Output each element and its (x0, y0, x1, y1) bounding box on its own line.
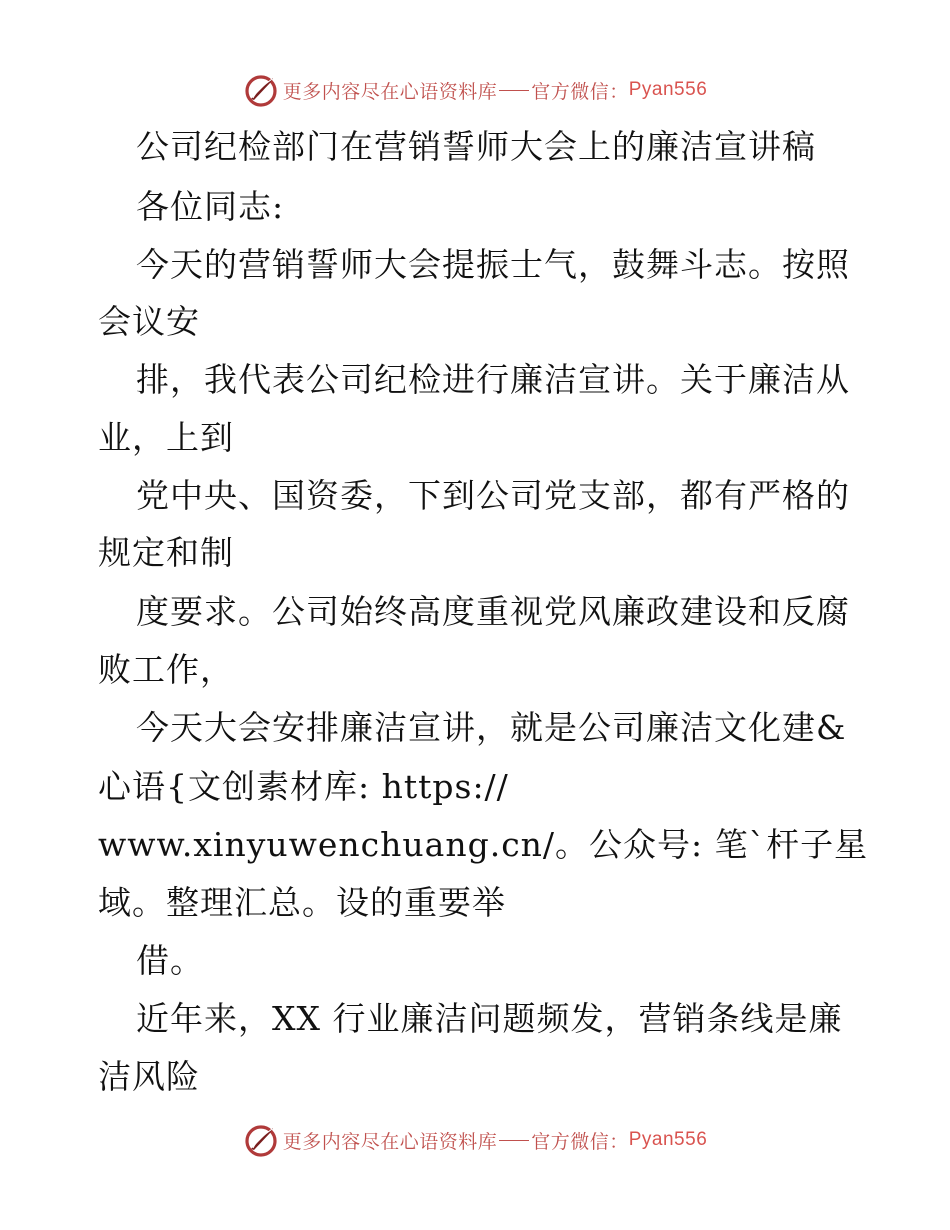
text-line: 今天大会安排廉洁宣讲，就是公司廉洁文化建& (136, 708, 847, 747)
banner-wechat-label: 官方微信： (531, 1130, 629, 1153)
text-line: 心语{文创素材库: https:// (98, 767, 509, 806)
text-line: 败工作， (98, 650, 234, 689)
banner-wechat-id: Pyan556 (628, 79, 708, 100)
header-banner (243, 72, 708, 108)
page-footer (0, 1120, 950, 1160)
text-line: 度要求。公司始终高度重视党风廉政建设和反腐 (136, 592, 850, 631)
quill-pen-logo-icon (243, 1122, 279, 1158)
text-line: 近年来，XX 行业廉洁问题频发，营销条线是廉 (136, 999, 843, 1038)
text-line: www.xinyuwenchuang.cn/。公众号: 笔`杆子星 (98, 825, 869, 864)
text-line: 会议安 (98, 302, 200, 341)
footer-banner (243, 1122, 708, 1158)
banner-separator (499, 90, 529, 91)
document-title: 公司纪检部门在营销誓师大会上的廉洁宣讲稿 (136, 127, 816, 166)
text-line: 排，我代表公司纪检进行廉洁宣讲。关于廉洁从 (136, 360, 850, 399)
text-line: 借。 (136, 941, 204, 980)
text-line: 洁风险 (98, 1057, 200, 1096)
text-line: 今天的营销誓师大会提振士气，鼓舞斗志。按照 (136, 245, 850, 284)
banner-text: 更多内容尽在心语资料库 (282, 1130, 498, 1153)
banner-wechat-id: Pyan556 (628, 1129, 708, 1150)
text-line: 规定和制 (98, 533, 234, 572)
text-line: 党中央、国资委，下到公司党支部，都有严格的 (136, 476, 850, 515)
text-line: 域。整理汇总。设的重要举 (98, 883, 506, 922)
banner-separator (499, 1140, 529, 1141)
banner-wechat-label: 官方微信： (531, 80, 629, 103)
quill-pen-logo-icon (243, 72, 279, 108)
text-line: 业，上到 (98, 418, 234, 457)
banner-text: 更多内容尽在心语资料库 (282, 80, 498, 103)
page-header (0, 70, 950, 110)
text-line: 各位同志: (136, 187, 285, 226)
